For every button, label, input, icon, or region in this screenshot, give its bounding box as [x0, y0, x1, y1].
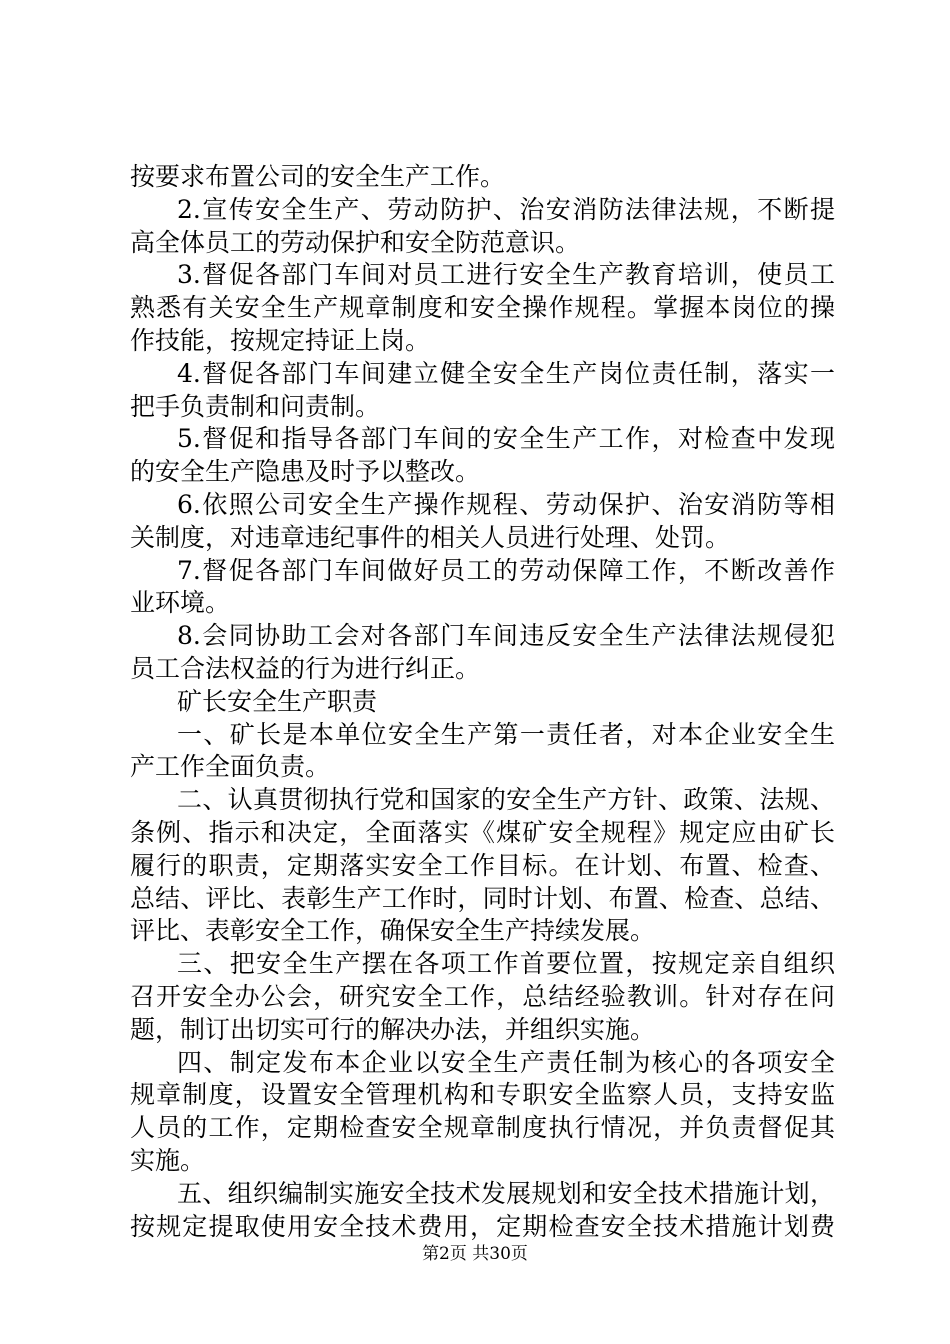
- text-line: 三、把安全生产摆在各项工作首要位置，按规定亲自组织: [177, 949, 835, 979]
- text-line: 6.依照公司安全生产操作规程、劳动保护、治安消防等相: [177, 490, 835, 519]
- text-line: 按规定提取使用安全技术费用，定期检查安全技术措施计划费: [130, 1211, 835, 1241]
- text-line: 履行的职责，定期落实安全工作目标。在计划、布置、检查、: [130, 850, 835, 880]
- text-line: 按要求布置公司的安全生产工作。: [130, 162, 506, 191]
- text-line: 高全体员工的劳动保护和安全防范意识。: [130, 227, 581, 257]
- text-line: 作技能，按规定持证上岗。: [130, 326, 431, 355]
- page-number-footer: 第2页 共30页: [422, 1244, 528, 1264]
- text-line: 题，制订出切实可行的解决办法，并组织实施。: [130, 1014, 656, 1044]
- text-line: 4.督促各部门车间建立健全安全生产岗位责任制，落实一: [177, 358, 835, 388]
- text-line: 8.会同协助工会对各部门车间违反安全生产法律法规侵犯: [177, 621, 835, 651]
- text-line: 把手负责制和问责制。: [130, 391, 381, 421]
- text-line: 五、组织编制实施安全技术发展规划和安全技术措施计划，: [177, 1178, 835, 1208]
- text-line: 的安全生产隐患及时予以整改。: [130, 457, 481, 487]
- text-line: 规章制度，设置安全管理机构和专职安全监察人员，支持安监: [130, 1080, 835, 1110]
- text-line: 熟悉有关安全生产规章制度和安全操作规程。掌握本岗位的操: [130, 293, 835, 323]
- text-line: 业环境。: [130, 588, 231, 618]
- text-line: 召开安全办公会，研究安全工作，总结经验教训。针对存在问: [130, 982, 835, 1011]
- text-line: 员工合法权益的行为进行纠正。: [130, 654, 481, 683]
- text-line: 7.督促各部门车间做好员工的劳动保障工作，不断改善作: [177, 555, 835, 585]
- text-line: 四、制定发布本企业以安全生产责任制为核心的各项安全: [177, 1047, 835, 1077]
- text-line: 3.督促各部门车间对员工进行安全生产教育培训，使员工: [177, 260, 835, 290]
- text-line: 评比、表彰安全工作，确保安全生产持续发展。: [130, 916, 656, 946]
- text-line: 关制度，对违章违纪事件的相关人员进行处理、处罚。: [130, 522, 731, 552]
- section-heading: 矿长安全生产职责: [177, 686, 378, 716]
- text-line: 总结、评比、表彰生产工作时，同时计划、布置、检查、总结、: [130, 883, 835, 913]
- text-line: 二、认真贯彻执行党和国家的安全生产方针、政策、法规、: [177, 785, 835, 815]
- text-line: 一、矿长是本单位安全生产第一责任者，对本企业安全生: [177, 719, 835, 749]
- text-line: 5.督促和指导各部门车间的安全生产工作，对检查中发现: [177, 424, 835, 454]
- text-line: 实施。: [130, 1146, 206, 1175]
- text-line: 人员的工作，定期检查安全规章制度执行情况，并负责督促其: [130, 1113, 835, 1143]
- text-line: 产工作全面负责。: [130, 752, 331, 782]
- text-line: 条例、指示和决定，全面落实《煤矿安全规程》规定应由矿长: [130, 818, 835, 847]
- text-line: 2.宣传安全生产、劳动防护、治安消防法律法规，不断提: [177, 194, 835, 224]
